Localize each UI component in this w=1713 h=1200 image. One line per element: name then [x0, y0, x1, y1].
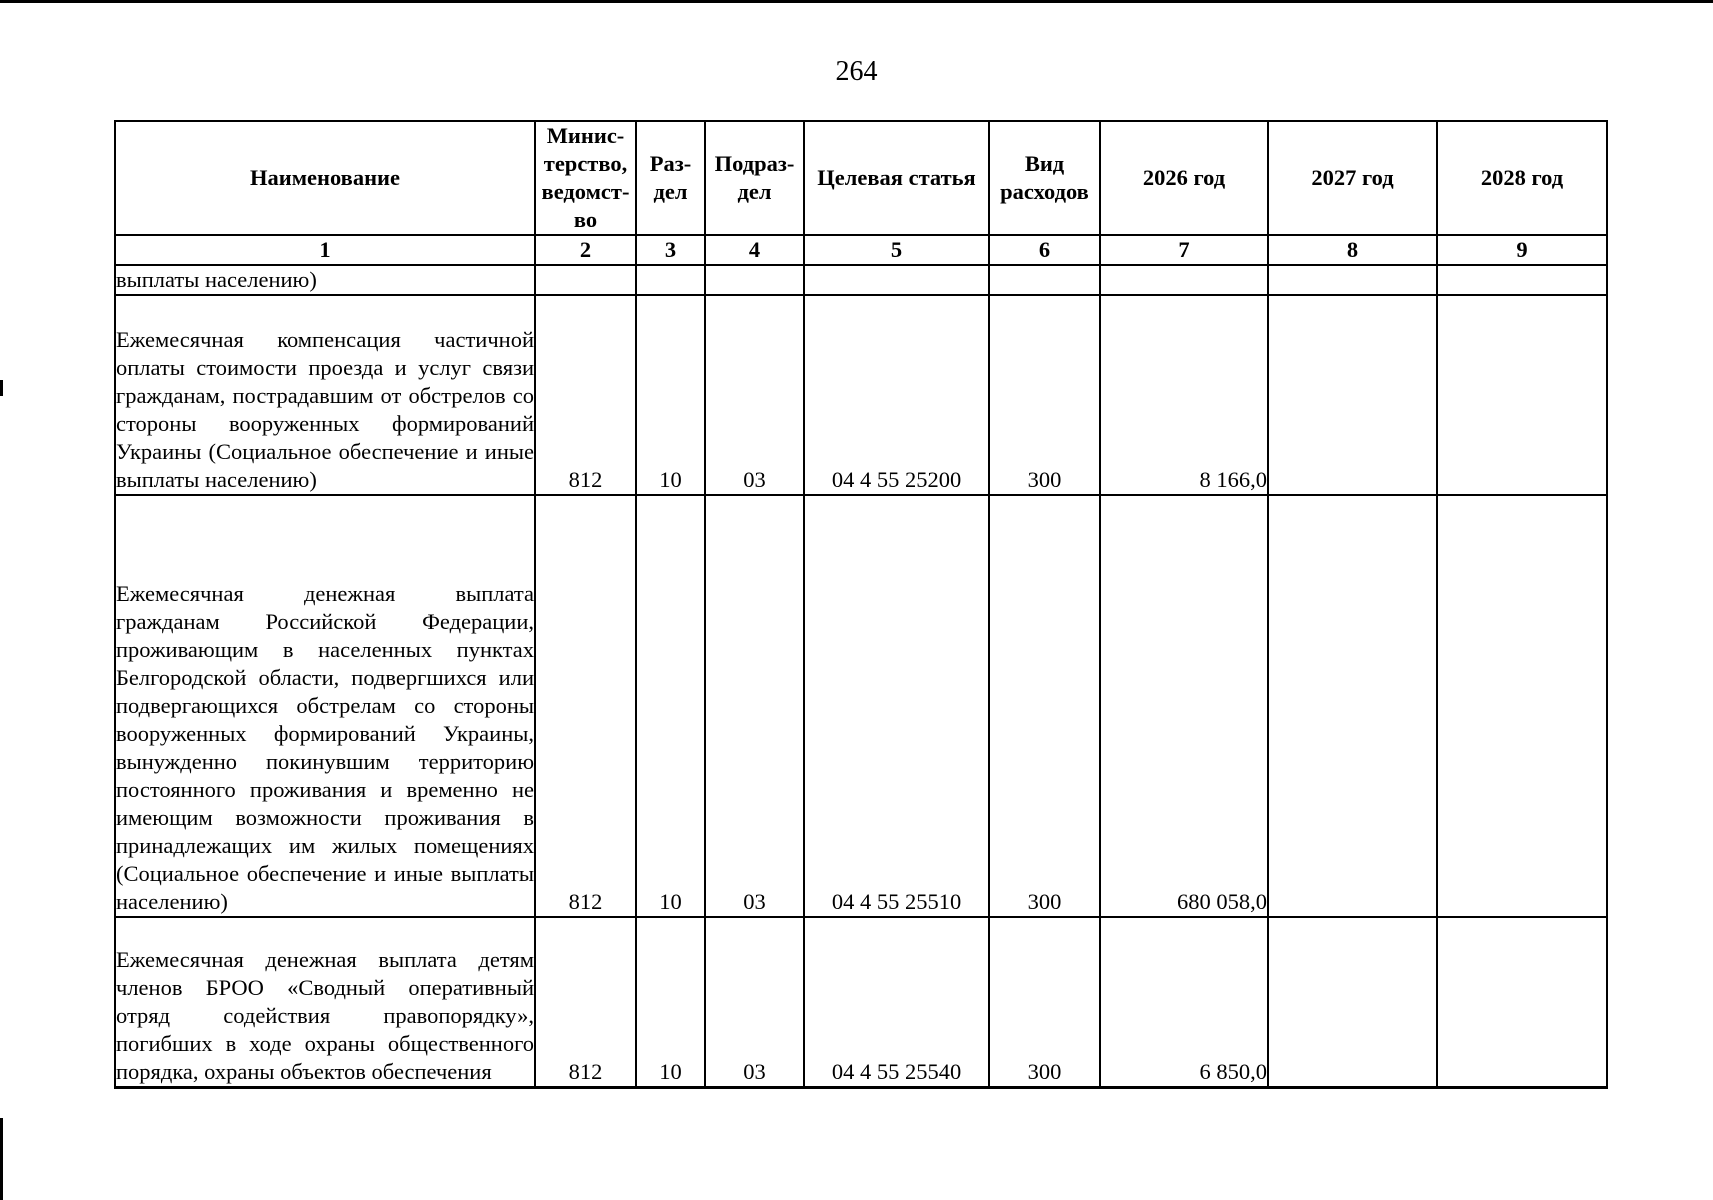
row-ministry: 812	[535, 917, 636, 1087]
col-number: 5	[804, 235, 989, 265]
col-number: 6	[989, 235, 1100, 265]
col-number: 4	[705, 235, 804, 265]
col-number: 1	[115, 235, 535, 265]
column-number-row	[115, 235, 1607, 265]
row-ministry: 812	[535, 295, 636, 495]
scan-edge-mark	[0, 380, 3, 396]
row-2027	[1268, 295, 1437, 495]
row-expense-type: 300	[989, 295, 1100, 495]
row-ministry: 812	[535, 495, 636, 917]
page-number: 264	[835, 56, 878, 87]
continuation-row	[115, 265, 1607, 295]
col-number: 3	[636, 235, 705, 265]
row-2027	[1268, 495, 1437, 917]
col-header-2027: 2027 год	[1268, 121, 1437, 235]
col-header-subsection: Подраз-дел	[705, 121, 804, 235]
row-2028	[1437, 495, 1607, 917]
continuation-text: выплаты населению)	[115, 265, 535, 295]
row-expense-type: 300	[989, 917, 1100, 1087]
col-header-name: Наименование	[115, 121, 535, 235]
row-2026: 8 166,0	[1100, 295, 1268, 495]
row-target: 04 4 55 25540	[804, 917, 989, 1087]
col-header-target: Целевая статья	[804, 121, 989, 235]
col-header-2028: 2028 год	[1437, 121, 1607, 235]
row-name: Ежемесячная денежная выплата гражданам Российской Федерации, проживающим в населенных пунктах Белгородской области, подвергшихся или подвергающихся обстрелам со стороны вооруженных формирований Украины, вынужденно покинувшим территорию постоянного проживания и временно не имеющим возможности проживания в принадлежащих им жилых помещениях (Социальное обеспечение и иные выплаты населению)	[115, 495, 535, 917]
col-header-2026: 2026 год	[1100, 121, 1268, 235]
row-subsection: 03	[705, 917, 804, 1087]
row-2027	[1268, 917, 1437, 1087]
col-number: 2	[535, 235, 636, 265]
row-2026: 680 058,0	[1100, 495, 1268, 917]
row-expense-type: 300	[989, 495, 1100, 917]
table-row	[115, 495, 1607, 917]
col-number: 8	[1268, 235, 1437, 265]
scan-edge-mark	[0, 1118, 3, 1200]
row-section: 10	[636, 917, 705, 1087]
row-2028	[1437, 917, 1607, 1087]
row-subsection: 03	[705, 295, 804, 495]
table-header-row	[115, 121, 1607, 235]
table-row	[115, 295, 1607, 495]
table-row	[115, 917, 1607, 1087]
col-header-section: Раз-дел	[636, 121, 705, 235]
col-header-ministry: Минис-терство, ведомст-во	[535, 121, 636, 235]
row-name: Ежемесячная компенсация частичной оплаты стоимости проезда и услуг связи гражданам, пострадавшим от обстрелов со стороны вооруженных формирований Украины (Социальное обеспечение и иные выплаты населению)	[115, 295, 535, 495]
row-target: 04 4 55 25510	[804, 495, 989, 917]
col-number: 9	[1437, 235, 1607, 265]
row-section: 10	[636, 495, 705, 917]
row-subsection: 03	[705, 495, 804, 917]
budget-table	[114, 120, 1608, 1089]
row-2028	[1437, 295, 1607, 495]
col-header-expense-type: Вид расходов	[989, 121, 1100, 235]
row-target: 04 4 55 25200	[804, 295, 989, 495]
scan-top-edge	[0, 0, 1713, 3]
row-section: 10	[636, 295, 705, 495]
col-number: 7	[1100, 235, 1268, 265]
row-2026: 6 850,0	[1100, 917, 1268, 1087]
row-name: Ежемесячная денежная выплата детям членов БРОО «Сводный оперативный отряд содействия правопорядку», погибших в ходе охраны общественного порядка, охраны объектов обеспечения	[115, 917, 535, 1087]
